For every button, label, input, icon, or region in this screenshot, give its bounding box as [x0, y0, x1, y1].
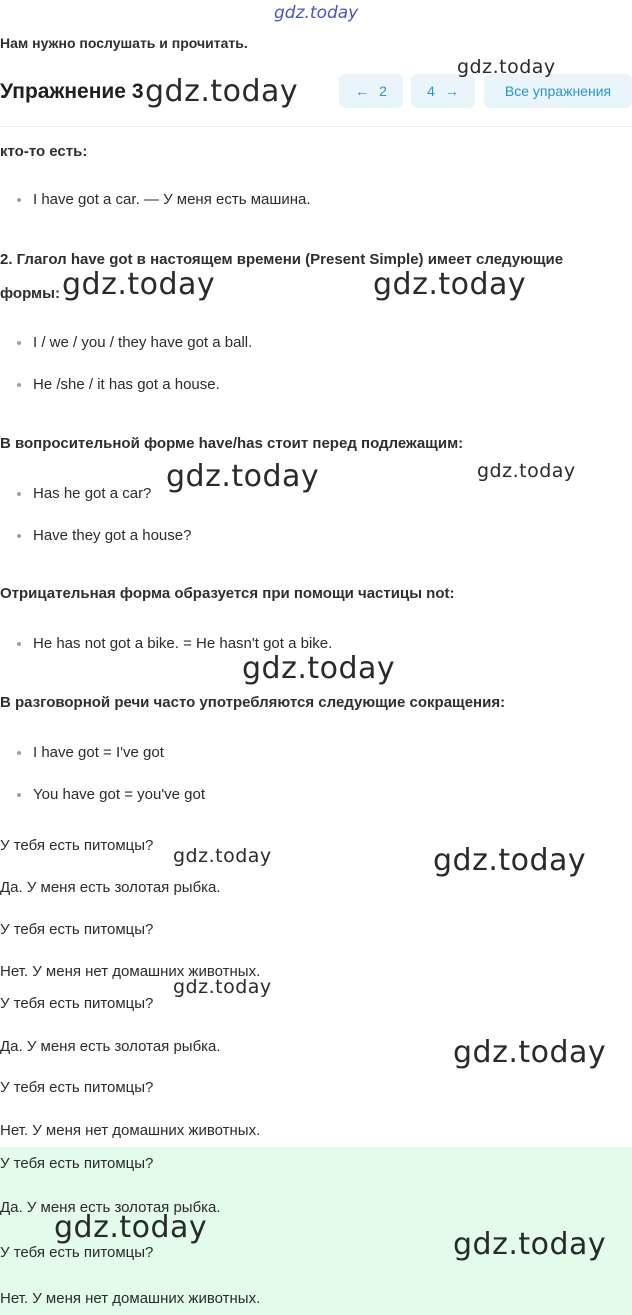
answer-line: Да. У меня есть золотая рыбка. — [0, 1199, 221, 1216]
bullet-dot — [17, 492, 21, 496]
arrow-left-icon: ← — [355, 83, 370, 99]
answer-line: У тебя есть питомцы? — [0, 1155, 154, 1172]
watermark: gdz.today — [145, 74, 299, 109]
dialogue-line: У тебя есть питомцы? — [0, 921, 154, 938]
bullet-dot — [17, 642, 21, 646]
all-exercises-button[interactable] — [484, 74, 632, 108]
watermark: gdz.today — [173, 845, 272, 867]
list-item: Have they got a house? — [33, 527, 192, 544]
section-2-line-2: формы: — [0, 285, 60, 302]
list-item: He /she / it has got a house. — [33, 376, 220, 393]
bullet-dot — [17, 341, 21, 345]
answer-line: Нет. У меня нет домашних животных. — [0, 1290, 261, 1307]
partial-line: кто-то есть: — [0, 143, 88, 160]
list-item: You have got = you've got — [33, 786, 206, 803]
top-watermark: gdz.today — [274, 3, 359, 23]
prev-exercise-label: 2 — [379, 83, 387, 99]
dialogue-line: У тебя есть питомцы? — [0, 1079, 154, 1096]
watermark: gdz.today — [54, 1210, 208, 1245]
bullet-dot — [17, 534, 21, 538]
dialogue-line: Да. У меня есть золотая рыбка. — [0, 879, 221, 896]
short-forms-heading: В разговорной речи часто употребляются следующие сокращения: — [0, 694, 506, 711]
list-item: I / we / you / they have got a ball. — [33, 334, 253, 351]
next-exercise-button[interactable] — [411, 74, 475, 108]
list-item: Has he got a car? — [33, 485, 152, 502]
watermark: gdz.today — [453, 1035, 607, 1070]
bullet-dot — [17, 793, 21, 797]
intro-text: Нам нужно послушать и прочитать. — [0, 35, 248, 51]
prev-exercise-button[interactable] — [339, 74, 403, 108]
dialogue-line: У тебя есть питомцы? — [0, 995, 154, 1012]
bullet-dot — [17, 198, 21, 202]
answer-line: У тебя есть питомцы? — [0, 1244, 154, 1261]
watermark: gdz.today — [173, 976, 272, 998]
watermark: gdz.today — [433, 843, 587, 878]
list-item: I have got a car. — У меня есть машина. — [33, 191, 311, 208]
watermark: gdz.today — [457, 56, 556, 78]
dialogue-line: У тебя есть питомцы? — [0, 837, 154, 854]
next-exercise-label: 4 — [427, 83, 435, 99]
watermark: gdz.today — [166, 459, 320, 494]
watermark: gdz.today — [477, 460, 576, 482]
exercise-title: Упражнение 3 — [0, 80, 144, 103]
question-heading: В вопросительной форме have/has стоит перед подлежащим: — [0, 435, 464, 452]
watermark: gdz.today — [242, 651, 396, 686]
bullet-dot — [17, 751, 21, 755]
dialogue-line: Нет. У меня нет домашних животных. — [0, 963, 261, 980]
watermark: gdz.today — [453, 1227, 607, 1262]
watermark: gdz.today — [62, 267, 216, 302]
all-exercises-label: Все упражнения — [504, 83, 612, 99]
negative-heading: Отрицательная форма образуется при помощи частицы not: — [0, 585, 455, 602]
dialogue-line: Да. У меня есть золотая рыбка. — [0, 1038, 221, 1055]
watermark: gdz.today — [373, 267, 527, 302]
section-2-line-1: 2. Глагол have got в настоящем времени (Present Simple) имеет следующие — [0, 251, 564, 268]
list-item: I have got = I've got — [33, 744, 164, 761]
list-item: He has not got a bike. = He hasn't got a bike. — [33, 635, 333, 652]
bullet-dot — [17, 383, 21, 387]
dialogue-line: Нет. У меня нет домашних животных. — [0, 1122, 261, 1139]
arrow-right-icon: → — [444, 83, 459, 99]
